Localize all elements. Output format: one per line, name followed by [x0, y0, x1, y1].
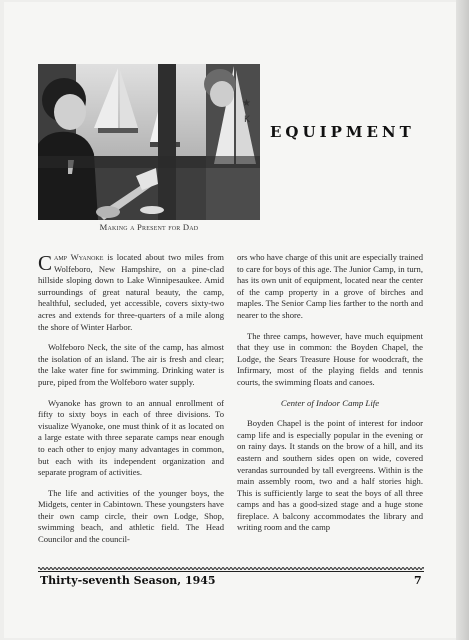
photo-illustration	[38, 64, 260, 220]
paragraph-intro	[38, 252, 224, 333]
paragraph-intro-text: is located about two miles from Wolfeboro, New Hampshire, on a pine-clad hillside sloping down to Lake Winnipesaukee. Amid surroundings of great natural beauty, the camp, healthful, secluded, yet accessible, covers sixty-two acres and extends for three-quarters of a mile along the shore of Winter Harbor.	[38, 252, 224, 332]
paragraph-junior-camp: ors who have charge of this unit are especially trained to care for boys of this age. The Junior Camp, in turn, has its own unit of equipment, located near the center of the camp property in a grove of birches and maples. The Senior Camp lies farther to the north and nearer to the shore.	[237, 252, 423, 320]
paragraph-shared-equipment: The three camps, however, have much equipment that they use in common: the Boyden Chapel, the Lodge, the Sears Treasure House for woodcraft, the Infirmary, most of the playing fields and tennis courts, the swimming floats and canoes.	[237, 330, 423, 387]
paragraph-boyden-chapel: Boyden Chapel is the point of interest for indoor camp life and is especially popular in the evening or on rainy days. It stands on the brow of a hill, and its eastern and southern sides open on wide, covered verandas surrounded by tall evergreens. Within is the main assembly room, two and a half stories high. This is sufficiently large to seat the boys of all three camps and has a good-sized stage and a huge stone fireplace. A balcony accommodates the library and writing room and the camp	[237, 418, 423, 533]
svg-text:★: ★	[242, 98, 251, 109]
lead-in-text: amp Wyanoke	[54, 252, 104, 262]
paragraph-enrollment: Wyanoke has grown to an annual enrollment of fifty to sixty boys in each of three divisions. To visualize Wyanoke, one must think of it as located on a large estate with three separate camps near enough to each other to enjoy many advantages in common, but each with its independent organization and separate program of activities.	[38, 397, 224, 478]
paragraph-wolfeboro-neck: Wolfeboro Neck, the site of the camp, has almost the isolation of an island. The air is fresh and clear; the lake water fine for swimming. Drinking water is pure, piped from the Wolfeboro water supply.	[38, 342, 224, 387]
caption-initial: M	[99, 222, 108, 232]
photo-boys-making-present	[38, 64, 260, 220]
section-subheading: Center of Indoor Camp Life	[280, 397, 380, 408]
caption-text: aking a Present for Dad	[107, 222, 199, 232]
paragraph-midgets: The life and activities of the younger boys, the Midgets, center in Cabintown. These youngsters have their own camp circle, their own Lodge, Shop, swimming beach, and athletic field. The Head Councilor and the council-	[38, 487, 224, 545]
footer-wavy-rule	[38, 566, 424, 572]
right-column	[237, 252, 423, 543]
page-title: EQUIPMENT	[270, 123, 415, 141]
page-number: 7	[414, 574, 422, 587]
footer-season: Thirty-seventh Season, 1945	[40, 574, 216, 587]
page-edge	[456, 0, 469, 640]
photo-caption	[38, 222, 260, 232]
left-column	[38, 252, 224, 555]
svg-text:K: K	[244, 115, 250, 125]
drop-cap: C	[38, 251, 53, 275]
